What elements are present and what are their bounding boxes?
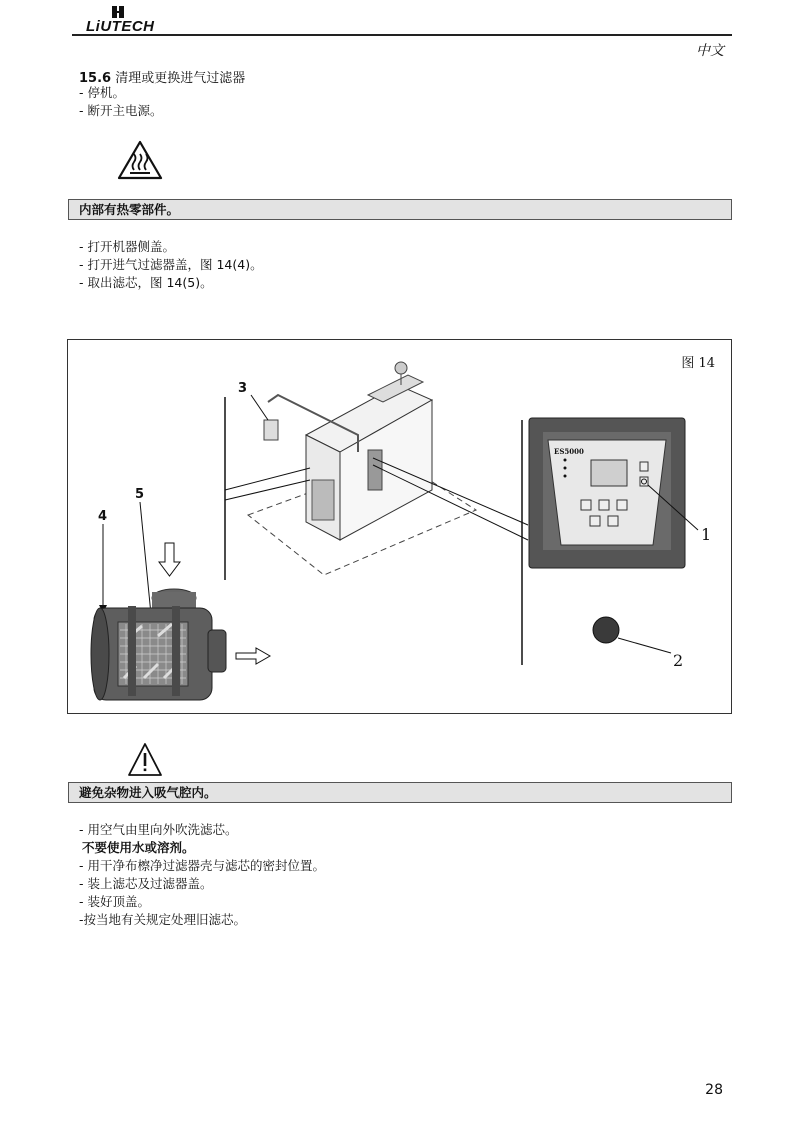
callout-3: 3 [238, 381, 248, 396]
hot-surface-warning-icon [117, 140, 163, 180]
callout-2: 2 [673, 651, 684, 670]
figure-label: 图 14 [681, 356, 715, 371]
callout-1: 1 [701, 525, 712, 544]
debris-warning-bar: 避免杂物进入吸气腔内。 [68, 782, 732, 803]
intro-step-1: - 停机。 [79, 85, 125, 100]
step2-item-2: - 用干净布檫净过滤器壳与滤芯的密封位置。 [79, 858, 325, 873]
step1-item-2: - 打开进气过滤器盖，图 14(4)。 [79, 257, 263, 272]
step2-item-5: -按当地有关规定处理旧滤芯。 [79, 912, 247, 927]
callout-4: 4 [98, 509, 108, 524]
step2-item-1: - 用空气由里向外吹洗滤芯。 [79, 822, 238, 837]
page-number: 28 [705, 1082, 723, 1098]
figure-illustration [68, 340, 731, 713]
figure-14 [67, 339, 732, 714]
callout-5: 5 [135, 487, 145, 502]
section-title-text: 清理或更换进气过滤器 [115, 71, 246, 86]
header-rule [72, 34, 732, 36]
step2-item-4: - 装好顶盖。 [79, 894, 150, 909]
controller-panel [529, 418, 685, 568]
air-filter-housing [91, 589, 226, 700]
language-label: 中文 [696, 43, 724, 59]
step1-item-3: - 取出滤芯，图 14(5)。 [79, 275, 213, 290]
hot-parts-warning-bar: 内部有热零部件。 [68, 199, 732, 220]
step2-item-3: - 装上滤芯及过滤器盖。 [79, 876, 213, 891]
intro-step-2: - 断开主电源。 [79, 103, 163, 118]
down-arrow-icon [159, 543, 180, 576]
caution-warning-icon [127, 742, 163, 778]
step2-no-water-solvent: 不要使用水或溶剂。 [82, 840, 195, 855]
compressor-unit [306, 362, 432, 540]
right-arrow-icon [236, 648, 270, 664]
step1-item-1: - 打开机器侧盖。 [79, 239, 175, 254]
logo-text: LiUTECH [86, 18, 155, 35]
logo-mark-icon [111, 6, 125, 18]
emergency-stop-button [593, 617, 619, 643]
part-3-box [264, 420, 278, 440]
brand-logo [86, 6, 158, 34]
section-number: 15.6 [79, 71, 112, 86]
panel-model-text: ES5000 [554, 447, 584, 456]
